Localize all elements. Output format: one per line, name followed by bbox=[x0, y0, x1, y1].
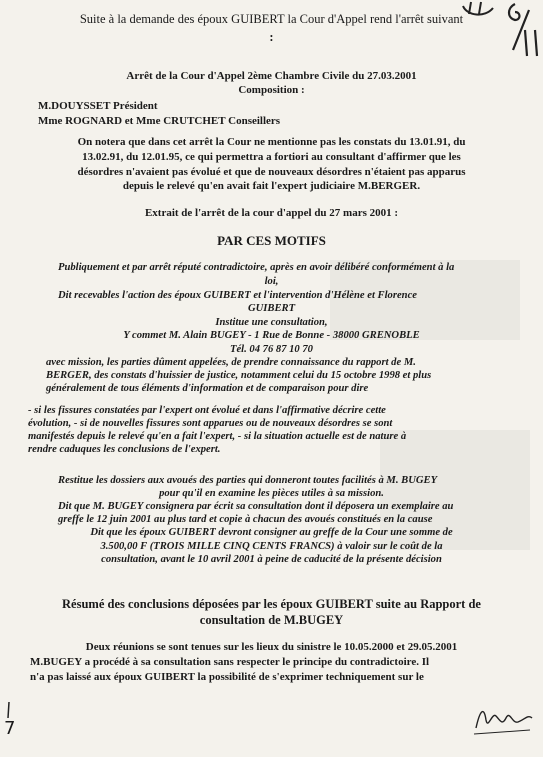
president-line: M.DOUYSSET Président bbox=[38, 100, 158, 112]
page-number-mark: 7 bbox=[4, 718, 16, 739]
motifs-line: pour qu'il en examine les pièces utiles à sa mission. bbox=[159, 488, 384, 499]
motifs-line: greffe le 12 juin 2001 au plus tard et copie à chacun des avoués constitués en la cause bbox=[58, 514, 433, 525]
note-line: On notera que dans cet arrêt la Cour ne mentionne pas les constats du 13.01.91, du bbox=[77, 136, 466, 148]
resume-heading: consultation de M.BUGEY bbox=[199, 613, 344, 627]
motifs-line: loi, bbox=[264, 276, 279, 287]
arret-heading: Arrêt de la Cour d'Appel 2ème Chambre Civile du 27.03.2001 bbox=[126, 70, 417, 82]
note-line: 13.02.91, du 12.01.95, ce qui permettra a fortiori au consultant d'affirmer que les bbox=[82, 151, 461, 163]
motifs-line: Y commet M. Alain BUGEY - 1 Rue de Bonne - 38000 GRENOBLE bbox=[123, 330, 420, 341]
motifs-line: rendre caduques les conclusions de l'expert. bbox=[28, 444, 221, 455]
composition-label: Composition : bbox=[238, 84, 305, 96]
motifs-line: BERGER, des constats d'huissier de justice, notamment celui du 15 octobre 1998 et plus bbox=[46, 370, 432, 381]
resume-heading: Résumé des conclusions déposées par les époux GUIBERT suite au Rapport de bbox=[62, 597, 481, 611]
motifs-line: généralement de tous éléments d'information et de comparaison pour dire bbox=[46, 383, 369, 394]
motifs-line: Dit recevables l'action des époux GUIBERT et l'intervention d'Hélène et Florence bbox=[58, 290, 417, 301]
motifs-line: évolution, - si de nouvelles fissures sont apparues ou de nouveaux désordres se sont bbox=[28, 418, 393, 429]
note-line: désordres n'avaient pas évolué et que de nouveaux désordres n'étaient pas apparus bbox=[77, 166, 466, 178]
resume-line: M.BUGEY a procédé à sa consultation sans respecter le principe du contradictoire. Il bbox=[30, 656, 430, 668]
motifs-line: Publiquement et par arrêt réputé contradictoire, après en avoir délibéré conformément à la bbox=[58, 262, 455, 273]
resume-line: n'a pas laissé aux époux GUIBERT la possibilité de s'exprimer techniquement sur le bbox=[30, 671, 424, 683]
motifs-line: Dit que les époux GUIBERT devront consigner au greffe de la Cour une somme de bbox=[90, 527, 453, 538]
motifs-line: GUIBERT bbox=[247, 303, 296, 314]
motifs-line: Tél. 04 76 87 10 70 bbox=[230, 344, 313, 355]
page-title: Suite à la demande des époux GUIBERT la Cour d'Appel rend l'arrêt suivant bbox=[79, 12, 464, 26]
handwritten-tick bbox=[2, 700, 16, 720]
motifs-line: avec mission, les parties dûment appelées, de prendre connaissance du rapport de M. bbox=[46, 357, 416, 368]
page-title-colon: : bbox=[269, 30, 274, 44]
motifs-line: - si les fissures constatées par l'expert ont évolué et dans l'affirmative décrire cette bbox=[28, 405, 386, 416]
note-line: depuis le relevé qu'en avait fait l'expert judiciaire M.BERGER. bbox=[122, 180, 421, 192]
motifs-line: manifestés depuis le relevé qu'en a fait l'expert, - si la situation actuelle est de nature à bbox=[28, 431, 407, 442]
motifs-line: consultation, avant le 10 avril 2001 à peine de caducité de la présente décision bbox=[101, 554, 442, 565]
motifs-line: Institue une consultation, bbox=[215, 317, 328, 328]
motifs-line: 3.500,00 F (TROIS MILLE CINQ CENTS FRANCS) à valoir sur le coût de la bbox=[100, 541, 443, 552]
resume-line: Deux réunions se sont tenues sur les lieux du sinistre le 10.05.2000 et 29.05.2001 bbox=[85, 641, 458, 653]
conseillers-line: Mme ROGNARD et Mme CRUTCHET Conseillers bbox=[38, 115, 281, 127]
motifs-line: Dit que M. BUGEY consignera par écrit sa consultation dont il déposera un exemplaire au bbox=[58, 501, 454, 512]
handwritten-signature bbox=[470, 700, 538, 740]
motifs-line: Restitue les dossiers aux avoués des parties qui donneront toutes facilités à M. BUGEY bbox=[58, 475, 438, 486]
extrait-heading: Extrait de l'arrêt de la cour d'appel du 27 mars 2001 : bbox=[144, 207, 399, 219]
motifs-heading: PAR CES MOTIFS bbox=[217, 233, 326, 248]
